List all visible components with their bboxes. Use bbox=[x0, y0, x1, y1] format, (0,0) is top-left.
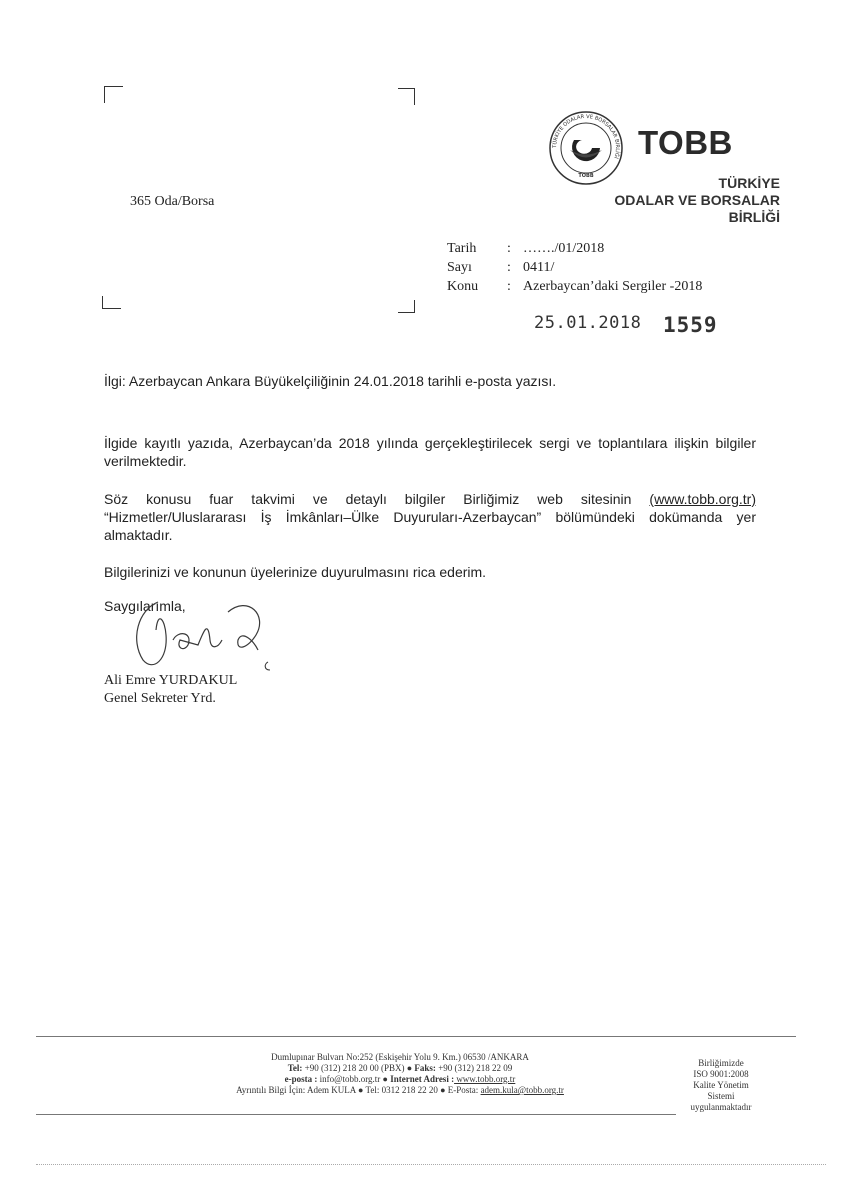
footer-web-line bbox=[190, 1074, 610, 1085]
page-edge-dotted-line bbox=[36, 1164, 826, 1165]
date-label: Tarih bbox=[447, 241, 477, 256]
paragraph-2 bbox=[104, 490, 756, 544]
tel-label: Tel: bbox=[287, 1063, 303, 1073]
detail-label: Ayrıntılı Bilgi İçin: bbox=[236, 1085, 306, 1095]
meta-number-row bbox=[447, 258, 702, 277]
web-link[interactable]: www.tobb.org.tr bbox=[454, 1074, 516, 1084]
web-label: Internet Adresi : bbox=[390, 1074, 455, 1084]
subject-label: Konu bbox=[447, 279, 479, 294]
date-colon: : bbox=[507, 241, 511, 256]
closing: Saygılarımla, bbox=[104, 598, 186, 614]
footer-divider-top bbox=[36, 1036, 796, 1037]
detail-email-link[interactable]: adem.kula@tobb.org.tr bbox=[480, 1085, 564, 1095]
email-value[interactable]: info@tobb.org.tr ● bbox=[317, 1074, 391, 1084]
iso-line-3: Kalite Yönetim bbox=[693, 1080, 749, 1090]
meta-date-row bbox=[447, 239, 702, 258]
paragraph-3: Bilgilerinizi ve konunun üyelerinize duyurulmasını rica ederim. bbox=[104, 564, 487, 580]
svg-text:TÜRKİYE ODALAR VE BORSALAR BİR: TÜRKİYE ODALAR VE BORSALAR BİRLİĞİ bbox=[551, 113, 621, 160]
letter-meta bbox=[447, 239, 702, 296]
corner-mark-top-right bbox=[398, 88, 415, 105]
footer-divider-bottom bbox=[36, 1114, 676, 1115]
number-value: 0411/ bbox=[523, 260, 555, 275]
stamp-date: 25.01.2018 bbox=[534, 313, 642, 333]
footer-detail-line bbox=[190, 1085, 610, 1096]
fax-value: +90 (312) 218 22 09 bbox=[435, 1063, 513, 1073]
organization-name bbox=[580, 175, 780, 226]
reference-line: İlgi: Azerbaycan Ankara Büyükelçiliğinin 24.01.2018 tarihli e-posta yazısı. bbox=[104, 373, 557, 389]
brand-wordmark: TOBB bbox=[638, 124, 733, 161]
detail-value: Adem KULA ● Tel: 0312 218 22 20 ● E-Posta: bbox=[305, 1085, 481, 1095]
stamp-number: 1559 bbox=[663, 313, 718, 337]
svg-text:TOBB: TOBB bbox=[578, 173, 594, 179]
paragraph-1: İlgide kayıtlı yazıda, Azerbaycan’da 2018 yılında gerçekleştirilecek sergi ve toplantılara ilişkin bilgiler verilmektedir. bbox=[104, 435, 756, 469]
date-value: ……./01/2018 bbox=[523, 241, 605, 256]
signer-title: Genel Sekreter Yrd. bbox=[104, 691, 216, 706]
meta-subject-row bbox=[447, 277, 702, 296]
iso-line-4: Sistemi bbox=[707, 1091, 735, 1101]
iso-line-5: uygulanmaktadır bbox=[690, 1102, 752, 1112]
org-line-2: ODALAR VE BORSALAR bbox=[614, 192, 780, 208]
number-label: Sayı bbox=[447, 260, 472, 275]
iso-line-2: ISO 9001:2008 bbox=[693, 1069, 749, 1079]
handwritten-signature bbox=[118, 590, 288, 680]
corner-mark-top-left bbox=[104, 86, 123, 103]
signer-name: Ali Emre YURDAKUL bbox=[104, 673, 238, 688]
footer-phone-line bbox=[190, 1063, 610, 1074]
subject-colon: : bbox=[507, 279, 511, 294]
subject-value: Azerbaycan’daki Sergiler -2018 bbox=[523, 279, 703, 294]
corner-mark-bottom-right bbox=[398, 300, 415, 313]
paragraph-2-end: “Hizmetler/Uluslararası İş İmkânları–Ülke Duyuruları-Azerbaycan” bölümündeki dokümanda yer almaktadır. bbox=[104, 509, 756, 543]
footer-contact bbox=[190, 1052, 610, 1096]
paragraph-2-start: Söz konusu fuar takvimi ve detaylı bilgiler Birliğimiz web sitesinin bbox=[104, 491, 650, 507]
org-line-3: BİRLİĞİ bbox=[728, 209, 780, 225]
signer-block bbox=[104, 672, 237, 708]
recipient: 365 Oda/Borsa bbox=[130, 194, 215, 209]
email-label: e-posta : bbox=[284, 1074, 318, 1084]
iso-certification-note bbox=[676, 1058, 766, 1113]
corner-mark-bottom-left bbox=[102, 296, 121, 309]
number-colon: : bbox=[507, 260, 511, 275]
website-link[interactable]: (www.tobb.org.tr) bbox=[649, 491, 756, 507]
fax-label: Faks: bbox=[414, 1063, 436, 1073]
tel-value: +90 (312) 218 20 00 (PBX) ● bbox=[302, 1063, 415, 1073]
footer-address: Dumlupınar Bulvarı No:252 (Eskişehir Yolu 9. Km.) 06530 /ANKARA bbox=[271, 1052, 529, 1062]
iso-line-1: Birliğimizde bbox=[698, 1058, 744, 1068]
org-line-1: TÜRKİYE bbox=[718, 175, 780, 191]
